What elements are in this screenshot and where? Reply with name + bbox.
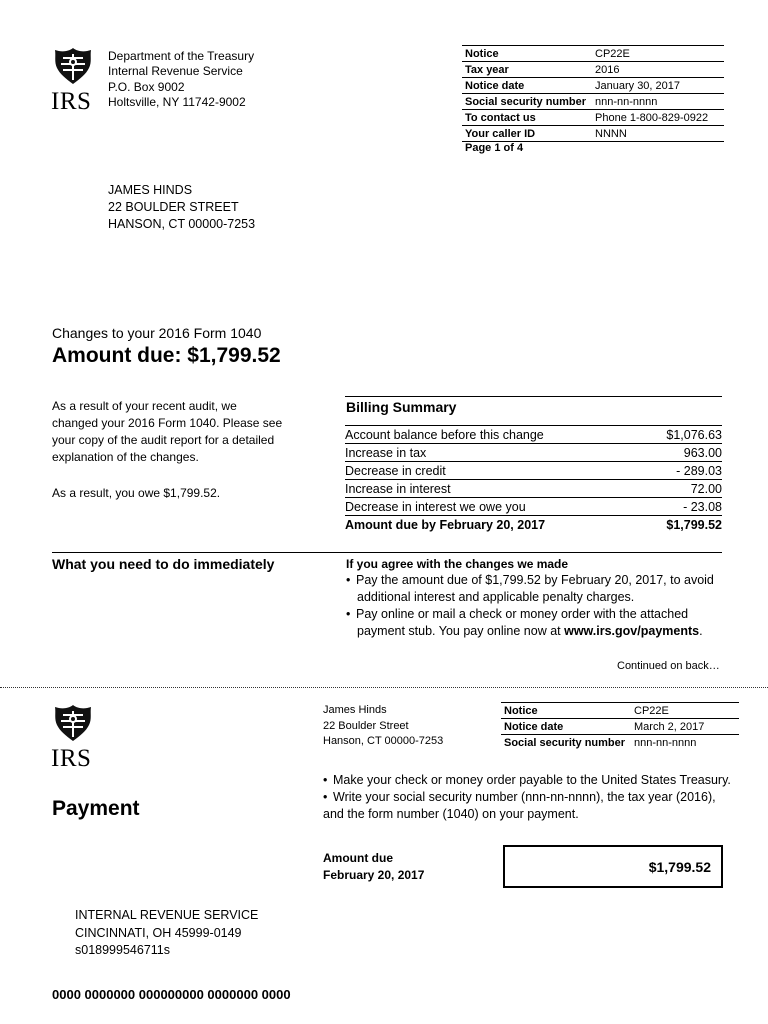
info-row <box>462 62 724 78</box>
agency-line: Department of the Treasury <box>108 49 255 63</box>
info-label: Social security number <box>501 735 631 751</box>
owe-statement: As a result, you owe $1,799.52. <box>52 486 221 500</box>
stub-info-table <box>501 702 739 750</box>
intro-line: explanation of the changes. <box>52 450 199 464</box>
info-value: nnn-nn-nnnn <box>592 94 724 110</box>
billing-value: $1,076.63 <box>640 426 722 444</box>
bullet-text-cont <box>346 623 726 640</box>
billing-label: Account balance before this change <box>345 426 640 444</box>
tear-line <box>0 687 768 688</box>
recipient-line: 22 BOULDER STREET <box>108 200 239 214</box>
billing-value: - 23.08 <box>640 498 722 516</box>
billing-row <box>345 426 722 444</box>
info-value: CP22E <box>592 46 724 62</box>
eagle-emblem-icon <box>51 703 95 743</box>
info-row <box>462 126 724 142</box>
amount-due-box <box>503 845 723 888</box>
bullet-icon: • <box>346 573 351 587</box>
link-suffix: . <box>699 624 703 638</box>
info-value: Phone 1-800-829-0922 <box>592 110 724 126</box>
info-row <box>462 94 724 110</box>
info-label: Social security number <box>462 94 592 110</box>
info-label: Notice <box>501 703 631 719</box>
todo-bullets <box>346 572 726 640</box>
page-indicator: Page 1 of 4 <box>465 142 524 154</box>
billing-label: Decrease in interest we owe you <box>345 498 640 516</box>
intro-paragraph <box>52 398 282 466</box>
billing-total-row <box>345 516 722 534</box>
bullet-text: payment stub. You pay online now at <box>357 624 565 638</box>
info-value: NNNN <box>592 126 724 142</box>
info-value: 2016 <box>592 62 724 78</box>
mailing-line: CINCINNATI, OH 45999-0149 <box>75 925 242 940</box>
billing-divider <box>345 396 722 397</box>
intro-line: As a result of your recent audit, we <box>52 399 237 413</box>
info-row <box>501 703 739 719</box>
scanline: 0000 0000000 000000000 0000000 0000 <box>52 987 291 1002</box>
continued-note: Continued on back… <box>617 660 720 672</box>
agency-address <box>108 49 254 110</box>
recipient-line: HANSON, CT 00000-7253 <box>108 217 256 231</box>
instruction-text-cont: and the form number (1040) on your payment. <box>323 807 579 821</box>
notice-info-table <box>462 45 724 142</box>
todo-bullet <box>346 572 726 589</box>
info-row <box>501 719 739 735</box>
info-value: CP22E <box>631 703 739 719</box>
irs-wordmark: IRS <box>51 745 92 772</box>
info-label: Your caller ID <box>462 126 592 142</box>
intro-line: your copy of the audit report for a detailed <box>52 433 275 447</box>
sender-line: James Hinds <box>323 704 387 716</box>
todo-divider <box>52 552 722 553</box>
info-label: Notice date <box>501 719 631 735</box>
instruction-item <box>323 772 743 789</box>
instruction-item <box>323 789 743 806</box>
notice-subtitle: Changes to your 2016 Form 1040 <box>52 325 262 341</box>
intro-line: changed your 2016 Form 1040. Please see <box>52 416 283 430</box>
billing-label: Increase in interest <box>345 480 640 498</box>
billing-label: Decrease in credit <box>345 462 640 480</box>
amount-due-headline: Amount due: $1,799.52 <box>52 344 281 367</box>
irs-wordmark: IRS <box>51 88 92 115</box>
billing-row <box>345 462 722 480</box>
irs-logo <box>51 46 95 114</box>
info-label: Tax year <box>462 62 592 78</box>
stub-sender-address <box>323 703 443 750</box>
info-label: To contact us <box>462 110 592 126</box>
bullet-text: Pay the amount due of $1,799.52 by February 20, 2017, to avoid <box>356 573 714 587</box>
bullet-icon: • <box>346 607 351 621</box>
bullet-icon: • <box>323 773 328 787</box>
billing-label: Increase in tax <box>345 444 640 462</box>
bullet-icon: • <box>323 790 328 804</box>
billing-summary-title: Billing Summary <box>346 399 457 415</box>
stub-instructions <box>323 772 743 823</box>
instruction-text: Write your social security number (nnn-nn-nnnn), the tax year (2016), <box>333 790 716 804</box>
payment-title: Payment <box>52 797 140 820</box>
todo-subheading: If you agree with the changes we made <box>346 557 569 571</box>
mailing-line: INTERNAL REVENUE SERVICE <box>75 908 259 922</box>
amount-due-label: Amount due <box>323 851 393 865</box>
billing-value: - 289.03 <box>640 462 722 480</box>
recipient-address <box>108 182 255 233</box>
billing-value: 963.00 <box>640 444 722 462</box>
stub-irs-logo <box>51 703 95 771</box>
billing-row <box>345 480 722 498</box>
info-label: Notice <box>462 46 592 62</box>
recipient-line: JAMES HINDS <box>108 183 193 197</box>
todo-bullet <box>346 606 726 623</box>
sender-line: 22 Boulder Street <box>323 719 409 732</box>
billing-total-value: $1,799.52 <box>666 518 722 532</box>
stub-amount-due-label <box>323 850 424 884</box>
sender-line: Hanson, CT 00000-7253 <box>323 735 444 747</box>
irs-payments-link[interactable]: www.irs.gov/payments <box>564 624 700 638</box>
info-row <box>462 78 724 94</box>
info-value: March 2, 2017 <box>631 719 739 735</box>
info-row <box>462 110 724 126</box>
info-row <box>501 735 739 751</box>
agency-line: Holtsville, NY 11742-9002 <box>108 94 246 109</box>
info-label: Notice date <box>462 78 592 94</box>
bullet-text: Pay online or mail a check or money order with the attached <box>356 607 689 621</box>
amount-due-date: February 20, 2017 <box>323 868 425 882</box>
info-value: nnn-nn-nnnn <box>631 735 739 751</box>
billing-summary-table <box>345 426 722 533</box>
stub-mailing-address <box>75 907 258 960</box>
instruction-text: Make your check or money order payable to the United States Treasury. <box>333 773 731 787</box>
info-row <box>462 46 724 62</box>
billing-value: 72.00 <box>640 480 722 498</box>
eagle-emblem-icon <box>51 46 95 86</box>
todo-heading: What you need to do immediately <box>52 556 275 572</box>
info-value: January 30, 2017 <box>592 78 724 94</box>
billing-row <box>345 444 722 462</box>
agency-line: Internal Revenue Service <box>108 64 243 79</box>
billing-row <box>345 498 722 516</box>
agency-line: P.O. Box 9002 <box>108 79 185 94</box>
mailing-line: s018999546711s <box>75 943 170 957</box>
bullet-text-cont: additional interest and applicable penalty charges. <box>357 590 635 604</box>
billing-total-label: Amount due by February 20, 2017 <box>345 518 546 532</box>
amount-due-value: $1,799.52 <box>648 859 711 875</box>
